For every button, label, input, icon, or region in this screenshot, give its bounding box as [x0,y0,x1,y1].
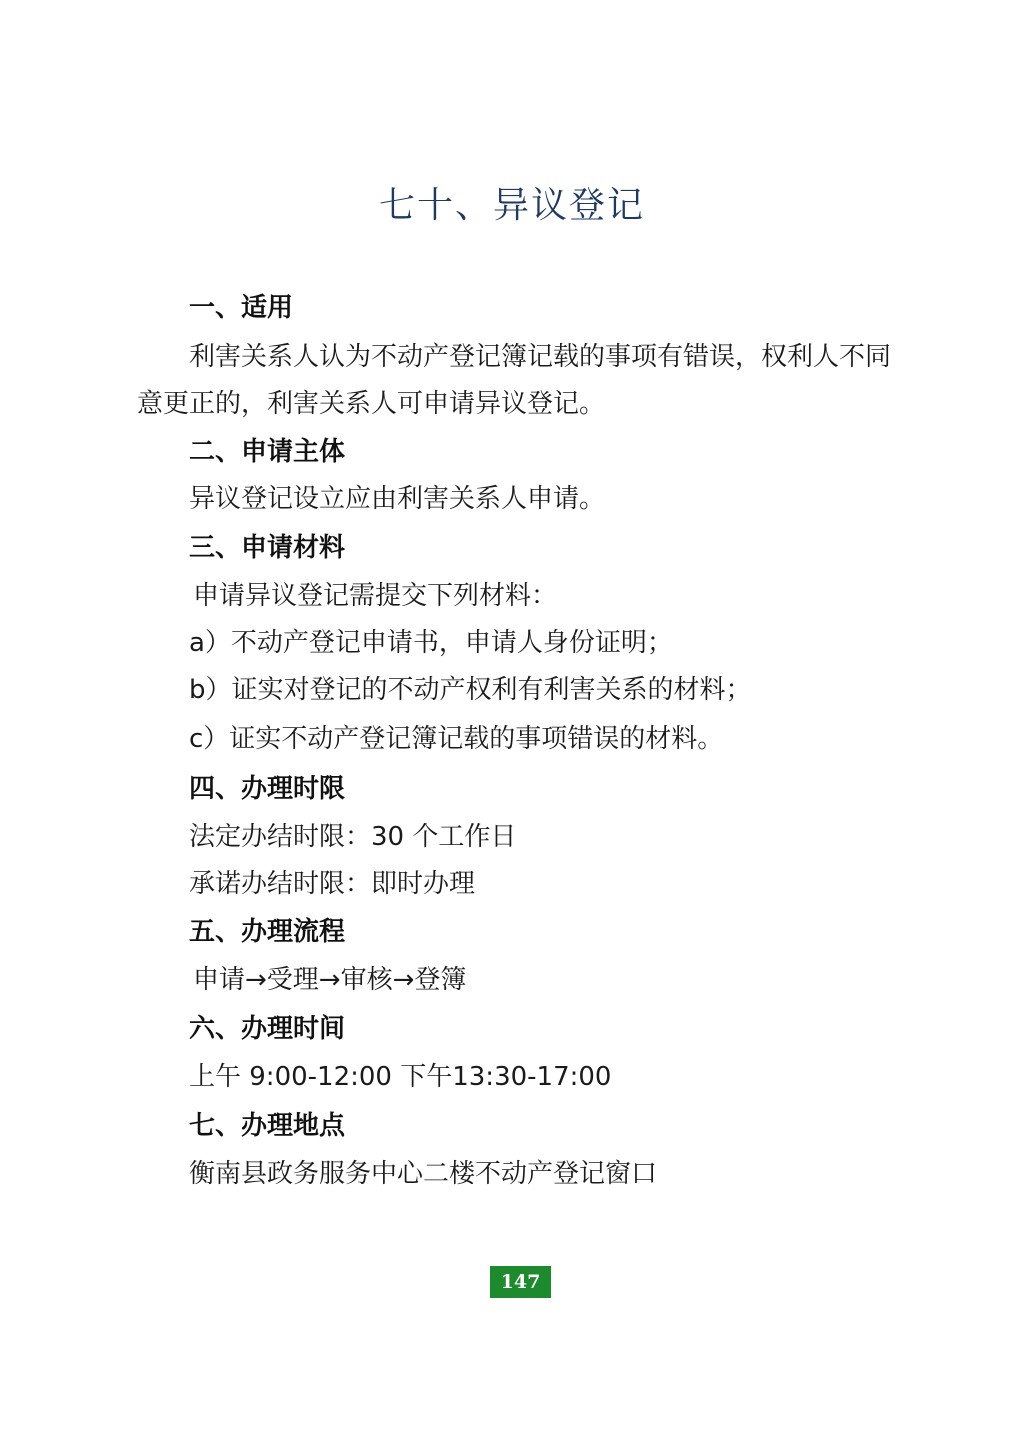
office-hours: 上午 9:00-12:00 下午13:30-17:00 [189,1062,612,1092]
promised-time-limit: 承诺办结时限：即时办理 [189,869,476,899]
section-heading-process: 五、办理流程 [189,917,346,947]
applicability-paragraph: 利害关系人认为不动产登记簿记载的事项有错误，权利人不同意更正的，利害关系人可申请异议登记。 [137,342,892,419]
section-heading-applicant: 二、申请主体 [189,437,346,467]
process-flow: 申请→受理→审核→登簿 [193,965,467,995]
section-heading-time-limit: 四、办理时限 [189,774,346,804]
section-heading-location: 七、办理地点 [189,1111,346,1141]
materials-item: a）不动产登记申请书，申请人身份证明； [189,628,673,658]
section-heading-applicability: 一、适用 [189,293,294,323]
section-heading-office-hours: 六、办理时间 [189,1014,346,1044]
section-heading-materials: 三、申请材料 [189,533,346,563]
materials-item: b）证实对登记的不动产权利有利害关系的材料； [189,675,752,705]
materials-intro: 申请异议登记需提交下列材料： [193,581,558,611]
materials-item: c）证实不动产登记簿记载的事项错误的材料。 [189,724,724,754]
office-location: 衡南县政务服务中心二楼不动产登记窗口 [189,1159,658,1189]
page-title: 七十、异议登记 [378,185,645,226]
legal-time-limit: 法定办结时限：30 个工作日 [189,822,517,852]
applicant-text: 异议登记设立应由利害关系人申请。 [189,484,606,514]
page-number-badge: 147 [490,1266,551,1298]
